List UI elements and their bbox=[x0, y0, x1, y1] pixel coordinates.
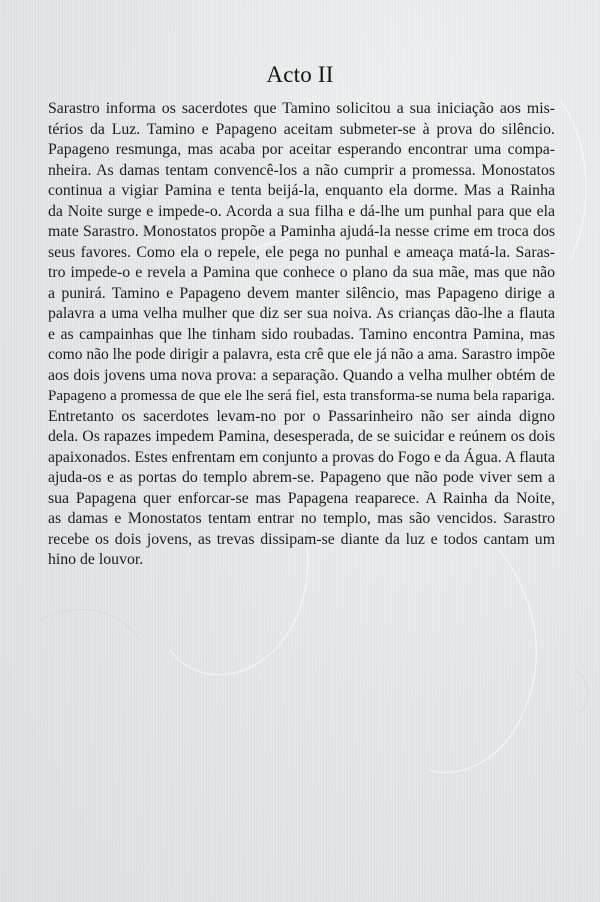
text-line: Papageno resmunga, mas acaba por aceitar esperando encontrar uma compa- bbox=[48, 141, 555, 158]
text-line: mate Sarastro. Monostatos propõe a Paminha ajudá-la nesse crime em troca dos bbox=[48, 223, 555, 240]
synopsis-paragraph bbox=[48, 99, 555, 571]
text-line: térios da Luz. Tamino e Papageno aceitam submeter-se à prova do silêncio. bbox=[48, 120, 555, 138]
text-line: hino de louvor. bbox=[48, 551, 144, 568]
text-line: dela. Os rapazes impedem Pamina, desesperada, de se suicidar e reúnem os dois bbox=[48, 428, 555, 445]
text-line: continua a vigiar Pamina e tenta beijá-la, enquanto ela dorme. Mas a Rainha bbox=[48, 182, 555, 199]
text-line: palavra a uma velha mulher que diz ser sua noiva. As crianças dão-lhe a flauta bbox=[48, 305, 555, 322]
text-line: nheira. As damas tentam convencê-los a não cumprir a promessa. Monostatos bbox=[48, 161, 555, 179]
text-line: recebe os dois jovens, as trevas dissipam-se diante da luz e todos cantam um bbox=[48, 530, 555, 548]
text-line: e as campainhas que lhe tinham sido roubadas. Tamino encontra Pamina, mas bbox=[48, 325, 555, 343]
text-line: seus favores. Como ela o repele, ele pega no punhal e ameaça matá-la. Saras- bbox=[48, 243, 555, 261]
text-line: aos dois jovens uma nova prova: a separação. Quando a velha mulher obtém de bbox=[48, 366, 555, 384]
text-line: da Noite surge e impede-o. Acorda a sua filha e dá-lhe um punhal para que ela bbox=[48, 202, 555, 220]
text-line: Papageno a promessa de que ele lhe será fiel, esta transforma-se numa bela rapariga. bbox=[48, 388, 555, 404]
text-line: as damas e Monostatos tentam entrar no templo, mas são vencidos. Sarastro bbox=[48, 510, 555, 527]
text-line: como não lhe pode dirigir a palavra, esta crê que ele já não a ama. Sarastro impõe bbox=[48, 346, 555, 363]
page-title: Acto II bbox=[266, 62, 334, 87]
text-line: ajuda-os e as portas do templo abrem-se. Papageno que não pode viver sem a bbox=[48, 469, 555, 486]
text-line: Entretanto os sacerdotes levam-no por o Passarinheiro não ser ainda digno bbox=[48, 407, 555, 425]
text-line: sua Papagena quer enforcar-se mas Papagena reaparece. A Rainha da Noite, bbox=[48, 489, 555, 507]
text-line: tro impede-o e revela a Pamina que conhece o plano da sua mãe, mas que não bbox=[48, 264, 555, 281]
text-line: apaixonados. Estes enfrentam em conjunto a provas do Fogo e da Água. A flauta bbox=[48, 448, 555, 466]
text-line: Sarastro informa os sacerdotes que Tamino solicitou a sua iniciação aos mis- bbox=[48, 100, 555, 117]
text-line: a punirá. Tamino e Papageno devem manter silêncio, mas Papageno dirige a bbox=[48, 284, 555, 302]
